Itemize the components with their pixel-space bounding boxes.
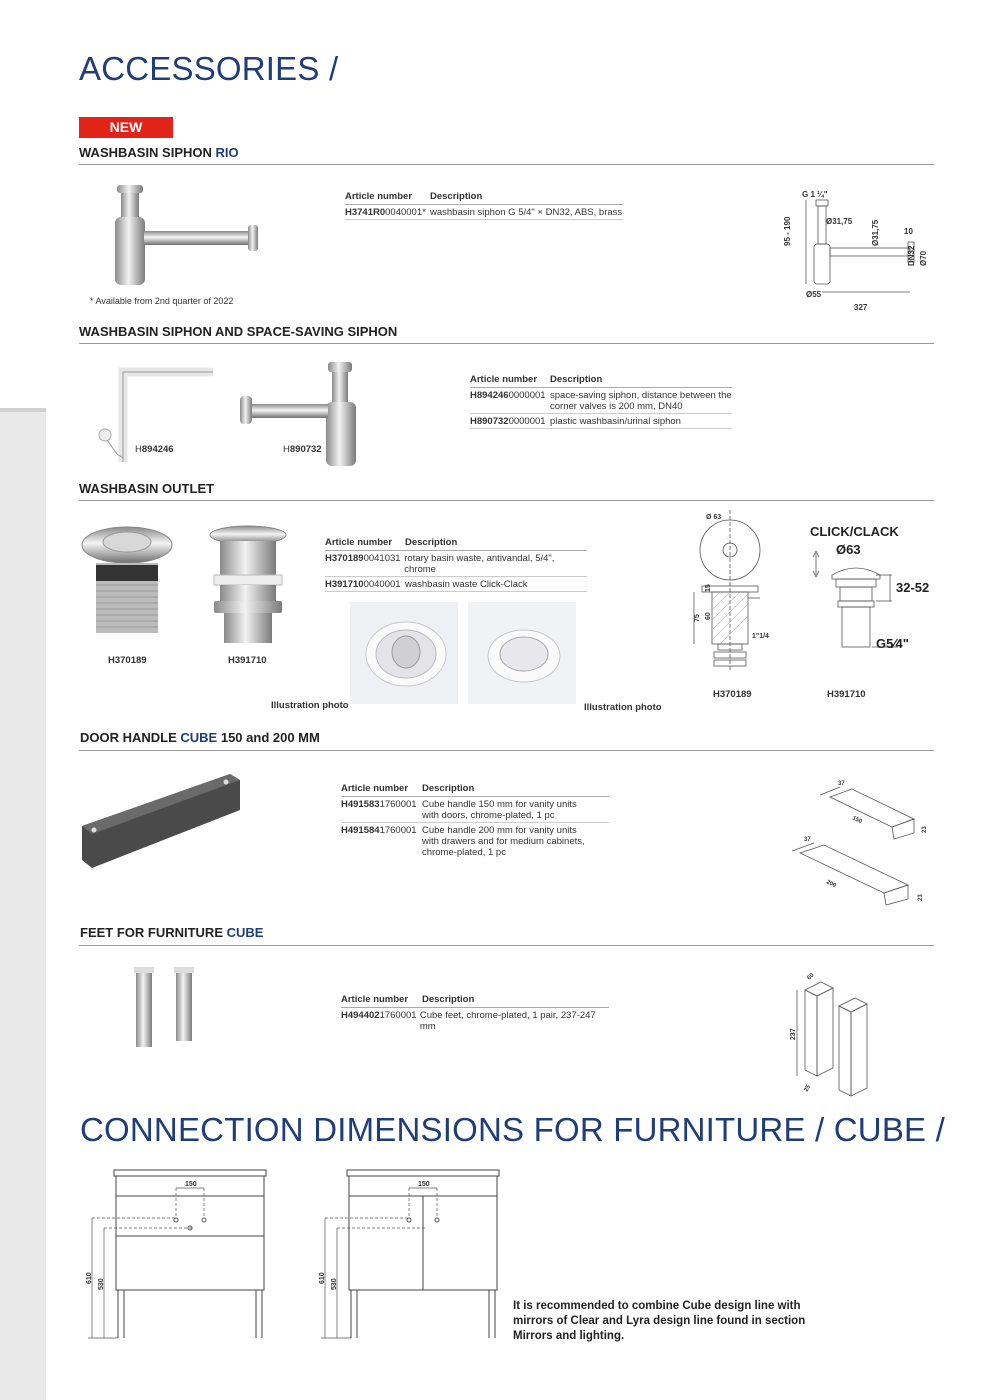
feet-table: [341, 994, 609, 1033]
illustration-caption-1: Illustration photo: [271, 700, 349, 711]
table-header: [341, 994, 609, 1008]
outlet-table: [325, 537, 587, 592]
article-code: H370189: [325, 553, 364, 564]
col-description: Description: [550, 374, 603, 385]
dim-e: 200: [825, 879, 837, 890]
space-saving-label-1: [135, 444, 174, 455]
click-clack-title: CLICK/CLACK: [810, 524, 899, 539]
table-row: [325, 551, 587, 577]
dim-thread: 1"1/4: [752, 633, 769, 640]
dim-height: 95 - 190: [783, 216, 792, 246]
table-row: [470, 388, 732, 414]
dim-top: 60: [806, 972, 816, 982]
dim-bottom: 25: [803, 1084, 813, 1093]
article-code: H491583: [341, 799, 380, 810]
table-row: [341, 823, 609, 859]
dim-d2: Ø31,75: [871, 219, 880, 246]
col-article: Article number: [345, 191, 413, 202]
handle-image: [80, 768, 245, 873]
article-suffix: 0000001: [508, 416, 546, 427]
heading-highlight: RIO: [215, 145, 239, 160]
outlet-image-h391710: [208, 525, 288, 645]
dim-d5: Ø70: [919, 250, 928, 266]
article-suffix: 0040001*: [385, 207, 426, 218]
dim-top: Ø 63: [706, 514, 722, 521]
article-code: H894246: [470, 390, 509, 401]
dim-c: 23: [922, 826, 928, 833]
col-description: Description: [430, 191, 483, 202]
table-header: [341, 783, 609, 797]
outlet-label-2: H391710: [228, 655, 267, 666]
section-heading-handle: [80, 730, 320, 745]
outlet-drawing-h370189: [690, 510, 785, 675]
space-saving-label-2: [283, 444, 322, 455]
dim-a: 37: [838, 781, 845, 787]
article-description: with doors, chrome-plated, 1 pc: [422, 810, 555, 821]
handle-table: [341, 783, 609, 859]
article-description: Cube feet, chrome-plated, 1 pair, 237-247 mm: [419, 1010, 596, 1032]
article-code: H391710: [325, 579, 364, 590]
dim-height-2: 530: [98, 1278, 105, 1290]
article-description: space-saving siphon, distance between the: [550, 390, 732, 401]
table-row: [345, 205, 623, 220]
drawing-label-2: H391710: [827, 689, 866, 700]
feet-technical-drawing: [785, 972, 885, 1097]
heading-highlight: CUBE: [180, 730, 218, 745]
dim-d: 37: [804, 837, 811, 843]
heading-highlight: CUBE: [226, 925, 264, 940]
feet-image: [130, 965, 200, 1050]
dim-height-1: 610: [319, 1272, 326, 1284]
dim-height-1: 610: [86, 1272, 93, 1284]
dim-top: G 1 ¼": [802, 190, 828, 199]
dim-width: 327: [854, 303, 868, 312]
outlet-image-h370189: [80, 525, 175, 637]
dim-width: 150: [185, 1181, 197, 1188]
page-title: ACCESSORIES /: [79, 50, 339, 87]
dim-height: 237: [790, 1028, 797, 1040]
col-description: Description: [405, 537, 458, 548]
table-row: [470, 414, 732, 429]
illustration-caption-2: Illustration photo: [584, 702, 662, 713]
table-header: [470, 374, 732, 388]
dim-width: 150: [418, 1181, 430, 1188]
dim-75: 75: [694, 614, 701, 622]
article-code: H3741R0: [345, 207, 386, 218]
label-code: 890732: [289, 444, 322, 455]
cabinet-drawers-drawing: [82, 1168, 287, 1343]
connection-title: CONNECTION DIMENSIONS FOR FURNITURE / CUBE /: [80, 1111, 945, 1148]
article-code: H494402: [341, 1010, 380, 1021]
section-heading-feet: [80, 925, 263, 940]
handle-technical-drawing: [790, 775, 930, 910]
rio-siphon-image: [100, 185, 270, 285]
col-article: Article number: [341, 783, 409, 794]
heading-text: FEET FOR FURNITURE: [80, 925, 227, 940]
heading-text: WASHBASIN SIPHON: [79, 145, 216, 160]
rio-table: [345, 191, 623, 220]
article-suffix: 1760001: [379, 825, 417, 836]
recommendation-note: It is recommended to combine Cube design line with mirrors of Clear and Lyra design line found in section Mirrors and lighting.: [513, 1300, 806, 1342]
heading-text: 150 and 200 MM: [217, 730, 320, 745]
dim-15: 15: [705, 584, 712, 592]
table-row: [341, 1008, 609, 1033]
article-suffix: 0040001: [363, 579, 401, 590]
section-divider: [79, 164, 934, 165]
table-row: [341, 797, 609, 823]
dim-b: 150: [851, 815, 863, 826]
col-article: Article number: [470, 374, 538, 385]
rio-technical-drawing: [780, 188, 940, 313]
article-description: Cube handle 200 mm for vanity units: [422, 825, 577, 836]
col-description: Description: [422, 994, 475, 1005]
article-description: with drawers and for medium cabinets,: [422, 836, 585, 847]
dim-d6: Ø55: [806, 290, 822, 299]
section-divider: [79, 945, 934, 946]
left-margin-bar: [0, 408, 46, 1400]
table-header: [345, 191, 623, 205]
dim-height-2: 530: [331, 1278, 338, 1290]
section-heading-rio: [79, 145, 239, 160]
heading-text: DOOR HANDLE: [80, 730, 181, 745]
article-suffix: 0041031: [363, 553, 401, 564]
dim-60: 60: [705, 612, 712, 620]
article-description: washbasin siphon G 5/4" × DN32, ABS, brass: [430, 207, 623, 218]
dim-d1: Ø31,75: [826, 217, 853, 226]
section-divider: [79, 343, 934, 344]
article-description: rotary basin waste, antivandal, 5/4", chrome: [404, 553, 555, 575]
outlet-label-1: H370189: [108, 655, 147, 666]
col-description: Description: [422, 783, 475, 794]
article-description: washbasin waste Click-Clack: [405, 579, 528, 590]
illustration-photo-rotary: [350, 602, 458, 704]
table-row: [325, 577, 587, 592]
article-description: plastic washbasin/urinal siphon: [550, 416, 681, 427]
label-prefix: H: [135, 444, 142, 455]
label-prefix: H: [283, 444, 290, 455]
article-description: corner valves is 200 mm, DN40: [550, 401, 683, 412]
section-divider: [79, 750, 934, 751]
col-article: Article number: [325, 537, 393, 548]
dim-d3: 10: [904, 227, 913, 236]
illustration-photo-click-clack: [468, 602, 576, 704]
section-divider: [79, 500, 934, 501]
cabinet-doors-drawing: [315, 1168, 520, 1343]
space-saving-table: [470, 374, 732, 429]
article-suffix: 1760001: [379, 799, 417, 810]
rio-footnote: * Available from 2nd quarter of 2022: [90, 296, 234, 306]
article-code: H890732: [470, 416, 509, 427]
label-code: 894246: [141, 444, 174, 455]
article-code: H491584: [341, 825, 380, 836]
article-description: chrome-plated, 1 pc: [422, 847, 506, 858]
new-badge: NEW: [79, 117, 173, 138]
drawing-label-1: H370189: [713, 689, 752, 700]
dim-f: 23: [918, 894, 924, 901]
article-description: Cube handle 150 mm for vanity units: [422, 799, 577, 810]
section-heading-space-saving: WASHBASIN SIPHON AND SPACE-SAVING SIPHON: [79, 324, 398, 339]
dim-d4: DN32: [907, 245, 916, 266]
table-header: [325, 537, 587, 551]
click-clack-diameter: Ø63: [836, 542, 861, 557]
article-suffix: 1760001: [379, 1010, 417, 1021]
col-article: Article number: [341, 994, 409, 1005]
article-suffix: 0000001: [508, 390, 546, 401]
section-heading-outlet: WASHBASIN OUTLET: [79, 481, 215, 496]
click-clack-height: 32-52: [896, 580, 930, 595]
click-clack-thread: G5⁄4": [876, 636, 909, 651]
